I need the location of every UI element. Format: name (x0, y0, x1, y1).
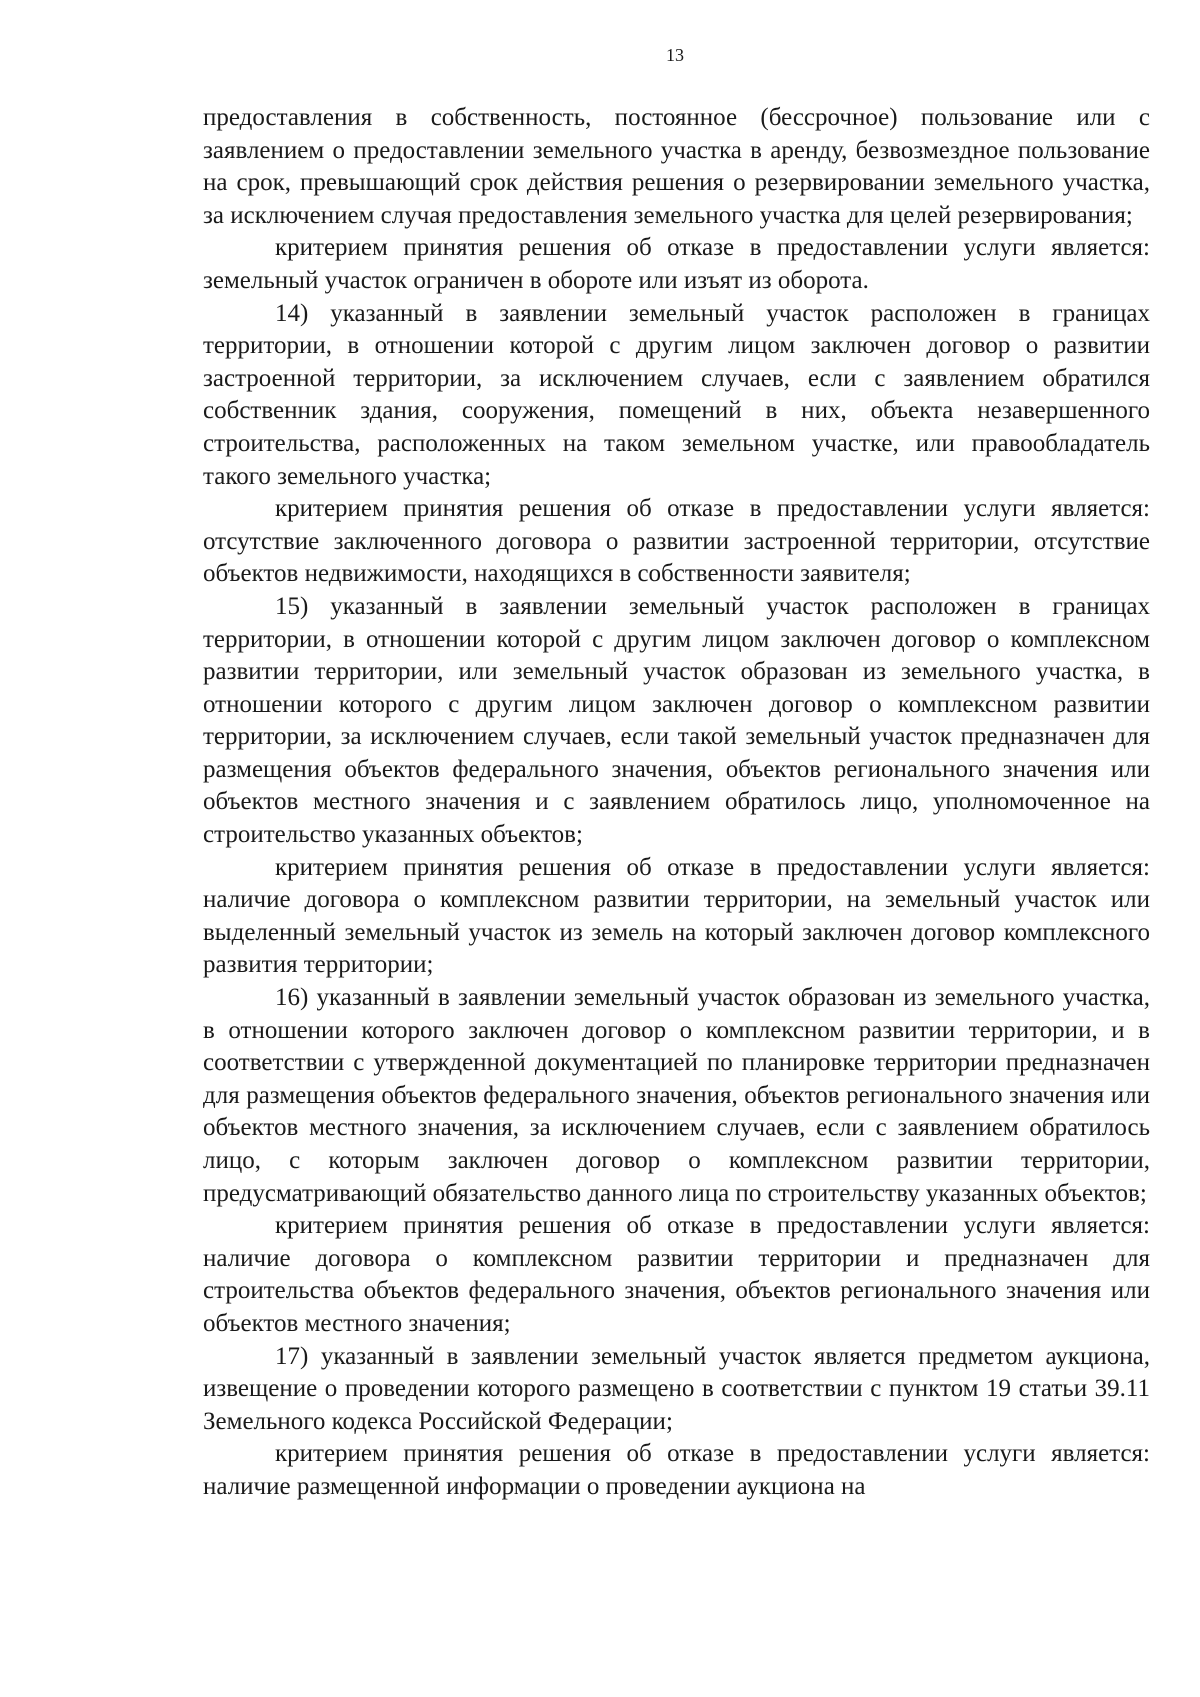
page-number: 13 (666, 45, 684, 65)
paragraph: предоставления в собственность, постоянное (бессрочное) пользование или с заявлением о предоставлении земельного участка в аренду, безвозмездное пользование на срок, превышающий срок действия решения о резервировании земельного участка, за исключением случая предоставления земельного участка для целей резервирования; (203, 104, 1150, 229)
paragraph: 14) указанный в заявлении земельный участок расположен в границах территории, в отношении которой с другим лицом заключен договор о развитии застроенной территории, за исключением случаев, если с заявлением обратился собственник здания, сооружения, помещений в них, объекта незавершенного строительства, расположенных на таком земельном участке, или правообладатель такого земельного участка; (203, 299, 1150, 490)
paragraph: критерием принятия решения об отказе в предоставлении услуги является: отсутствие заключенного договора о развитии застроенной территории, отсутствие объектов недвижимости, находящихся в собственности заявителя; (203, 495, 1150, 588)
paragraph: критерием принятия решения об отказе в предоставлении услуги является: наличие договора о комплексном развитии территории, на земельный участок или выделенный земельный участок из земель на который заключен договор комплексного развития территории; (203, 853, 1150, 979)
paragraph: 16) указанный в заявлении земельный участок образован из земельного участка, в отношении которого заключен договор о комплексном развитии территории, и в соответствии с утвержденной документацией по планировке территории предназначен для размещения объектов федерального значения, объектов регионального значения или объектов местного значения, за исключением случаев, если с заявлением обратилось лицо, с которым заключен договор о комплексном развитии территории, предусматривающий обязательство данного лица по строительству указанных объектов; (203, 984, 1150, 1207)
paragraph: критерием принятия решения об отказе в предоставлении услуги является: наличие договора о комплексном развитии территории и предназначен для строительства объектов федерального значения, объектов регионального значения или объектов местного значения; (203, 1212, 1150, 1337)
paragraph: критерием принятия решения об отказе в предоставлении услуги является: наличие размещенной информации о проведении аукциона на (203, 1440, 1150, 1500)
document-body (203, 102, 1150, 1504)
paragraph: 15) указанный в заявлении земельный участок расположен в границах территории, в отношении которой с другим лицом заключен договор о комплексном развитии территории, или земельный участок образован из земельного участка, в отношении которого с другим лицом заключен договор о комплексном развитии территории, за исключением случаев, если такой земельный участок предназначен для размещения объектов федерального значения, объектов регионального значения или объектов местного значения и с заявлением обратилось лицо, уполномоченное на строительство указанных объектов; (203, 592, 1150, 849)
paragraph: 17) указанный в заявлении земельный участок является предметом аукциона, извещение о проведении которого размещено в соответствии с пунктом 19 статьи 39.11 Земельного кодекса Российской Федерации; (203, 1342, 1150, 1435)
paragraph: критерием принятия решения об отказе в предоставлении услуги является: земельный участок ограничен в обороте или изъят из оборота. (203, 234, 1150, 294)
